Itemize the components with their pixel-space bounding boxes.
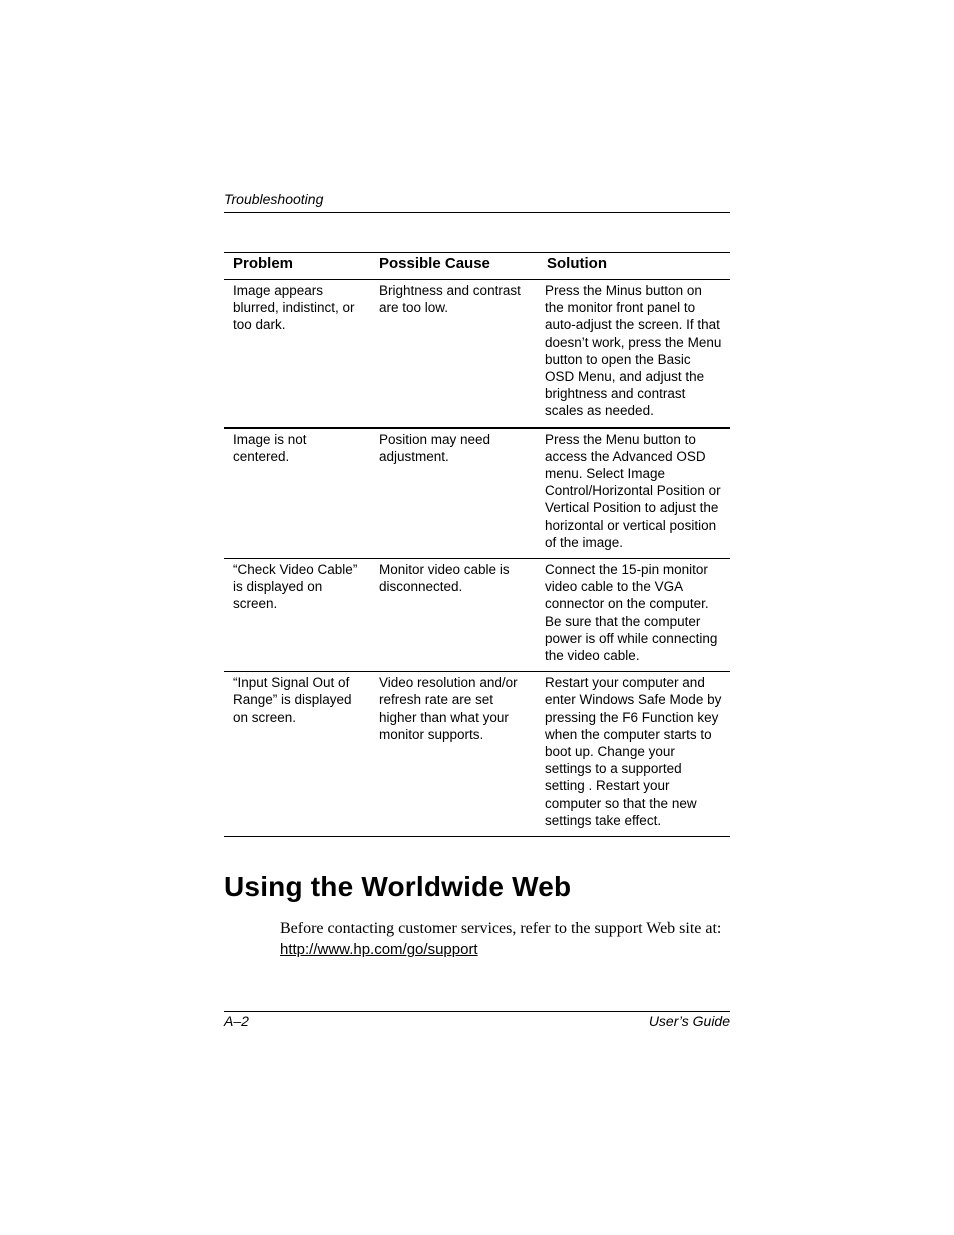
page-number: A–2 — [224, 1013, 249, 1029]
problem-cell: “Check Video Cable” is displayed on screen. — [224, 559, 370, 672]
support-paragraph — [280, 918, 732, 960]
column-header-cause: Possible Cause — [370, 253, 538, 280]
column-header-solution: Solution — [538, 253, 730, 280]
solution-cell: Press the Menu button to access the Advanced OSD menu. Select Image Control/Horizontal Position or Vertical Position to adjust the horizontal or vertical position of the image. — [538, 428, 730, 559]
column-header-problem: Problem — [224, 253, 370, 280]
troubleshooting-table — [224, 252, 730, 837]
cause-cell: Monitor video cable is disconnected. — [370, 559, 538, 672]
problem-cell: “Input Signal Out of Range” is displayed on screen. — [224, 672, 370, 837]
header-rule — [224, 212, 730, 213]
support-paragraph-text: Before contacting customer services, refer to the support Web site at: — [280, 920, 722, 937]
running-header: Troubleshooting — [224, 191, 324, 207]
table-row — [224, 280, 730, 428]
problem-cell: Image is not centered. — [224, 428, 370, 559]
table-row — [224, 672, 730, 837]
cause-cell: Video resolution and/or refresh rate are set higher than what your monitor supports. — [370, 672, 538, 837]
solution-cell: Press the Minus button on the monitor front panel to auto-adjust the screen. If that doesn’t work, press the Menu button to open the Basic OSD Menu, and adjust the brightness and contrast scales as needed. — [538, 280, 730, 428]
guide-title: User’s Guide — [648, 1013, 730, 1029]
problem-cell: Image appears blurred, indistinct, or too dark. — [224, 280, 370, 428]
cause-cell: Brightness and contrast are too low. — [370, 280, 538, 428]
section-heading: Using the Worldwide Web — [224, 871, 572, 902]
table-header-row — [224, 253, 730, 280]
support-link[interactable]: http://www.hp.com/go/support — [280, 941, 478, 958]
footer-rule — [224, 1011, 730, 1012]
table-row — [224, 428, 730, 559]
table-row — [224, 559, 730, 672]
solution-cell: Restart your computer and enter Windows Safe Mode by pressing the F6 Function key when the computer starts to boot up. Change your settings to a supported setting . Restart your computer so that the new settings take effect. — [538, 672, 730, 837]
solution-cell: Connect the 15-pin monitor video cable to the VGA connector on the computer. Be sure that the computer power is off while connecting the video cable. — [538, 559, 730, 672]
cause-cell: Position may need adjustment. — [370, 428, 538, 559]
